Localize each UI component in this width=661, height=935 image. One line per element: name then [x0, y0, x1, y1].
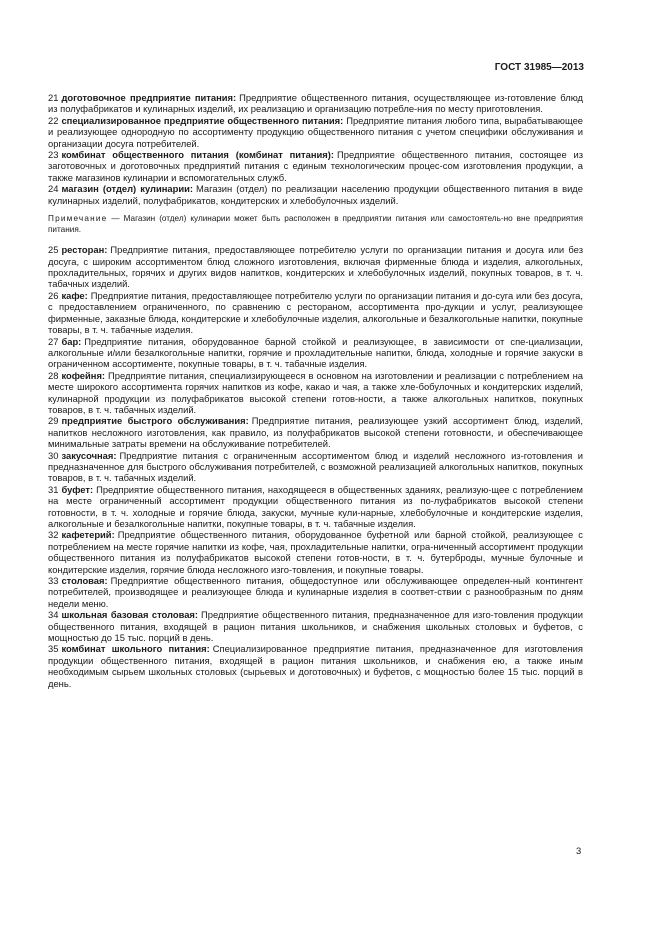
- term-entry: [48, 643, 583, 689]
- term-definition: Предприятие питания любого типа, вырабатывающее и реализующее однородную по ассортименту продукцию общественного питания с учетом специфики обслуживания и организации досуга потребителей.: [48, 114, 584, 149]
- term-name: кофейня:: [61, 369, 106, 381]
- term-entry: [48, 575, 583, 609]
- term-entry: [48, 149, 583, 183]
- term-name: кафе:: [61, 289, 88, 301]
- term-name: специализированное предприятие общественного питания:: [61, 114, 344, 126]
- term-number: 31: [48, 483, 59, 495]
- term-name: комбинат общественного питания (комбинат питания):: [61, 149, 334, 161]
- document-header: ГОСТ 31985—2013: [494, 62, 584, 73]
- term-definition: Предприятие питания, реализующее узкий ассортимент блюд, изделий, напитков несложного изготовления, как правило, из полуфабрикатов высокой степени готовности, и обеспечивающее минимальные затраты времени на обслуживание потребителей.: [48, 415, 583, 450]
- term-number: 25: [48, 244, 59, 256]
- term-name: школьная базовая столовая:: [61, 609, 199, 621]
- terms-list-before-note: [48, 92, 583, 206]
- term-number: 27: [48, 335, 59, 347]
- term-definition: Предприятие общественного питания, предназначенное для изго-товления продукции общественного питания, входящей в рацион питания школьников, и снабжения школьных столовых и буфетов, с мощностью до 15 тыс. порций в день.: [48, 609, 583, 644]
- term-number: 35: [48, 643, 59, 655]
- term-name: закусочная:: [61, 449, 117, 461]
- term-name: предприятие быстрого обслуживания:: [61, 415, 249, 427]
- term-definition: Предприятие общественного питания, общедоступное или обслуживающее определен-ный контингент потребителей, производящее и реализующее блюда и кулинарные изделия в соответ-ствии с разнообразным по дням недели меню.: [48, 575, 583, 609]
- term-definition: Предприятие общественного питания, состоящее из заготовочных и доготовочных предприятий питания с единым технологическим процес-сом изготовления продукции, а также магазинов кулинарии и вспомогательных служб.: [48, 149, 583, 183]
- term-number: 28: [48, 369, 59, 381]
- term-number: 32: [48, 529, 59, 541]
- term-number: 23: [48, 149, 59, 161]
- term-number: 30: [48, 449, 59, 461]
- term-number: 21: [48, 92, 59, 103]
- note-label: Примечание: [48, 214, 108, 224]
- term-number: 33: [48, 575, 59, 587]
- term-entry: [48, 290, 583, 336]
- term-definition: Предприятие питания, оборудованное барной стойкой и реализующее, в зависимости от спе-циализации, алкогольные и/или безалкогольные напитки, горячие и прохладительные напитки, блюда, холодные и горячие закуски в ограниченном ассортименте, покупные товары, в т. ч. табачные изделия.: [48, 335, 583, 370]
- term-definition: Предприятие общественного питания, осуществляющее из-готовление блюд из полуфабрикатов и кулинарных изделий, их реализацию и организацию потребле-ния по месту приготовления.: [48, 92, 583, 115]
- term-definition: Предприятие питания, предоставляющее потребителю услуги по организации питания и до-суга или без досуга, с предоставлением ограниченного, по сравнению с рестораном, ассортимента про-дукции и услуг, реализующее фирменные, заказные блюда, кондитерские и хлебобулочные изделия, алкогольные и безалкогольные напитки, покупные товары, в т. ч. табачные изделия.: [48, 289, 583, 336]
- term-name: магазин (отдел) кулинарии:: [61, 183, 194, 195]
- term-definition: Предприятие общественного питания, находящееся в общественных зданиях, реализую-щее с потреблением на месте ограниченный ассортимент продукции общественного питания из по-луфабрикатов высокой степени готовности, в т. ч. холодные и горячие блюда, закуски, мучные кули-нарные, хлебобулочные и кондитерские изделия, алкогольные и безалкогольные напитки, покупные товары, в т. ч. табачные изделия.: [48, 483, 583, 529]
- term-name: столовая:: [61, 575, 108, 587]
- term-entry: [48, 244, 583, 290]
- term-entry: [48, 415, 583, 449]
- terms-list-after-note: [48, 244, 583, 689]
- term-entry: [48, 92, 583, 115]
- term-definition: Предприятие питания, предоставляющее потребителю услуги по организации питания и досуга или без досуга, с широким ассортиментом блюд сложного изготовления, включая фирменные блюда и изделия, алкогольных, прохладительных, горячих и других видов напитков, кондитерских и хлебобулочных изделий, покупных товаров, в т. ч. табачных изделий.: [48, 244, 583, 290]
- term-entry: [48, 370, 583, 416]
- term-number: 34: [48, 609, 59, 621]
- term-entry: [48, 609, 583, 643]
- term-number: 22: [48, 114, 59, 126]
- term-name: кафетерий:: [61, 529, 115, 541]
- document-body: [48, 92, 583, 689]
- term-name: буфет:: [61, 483, 94, 495]
- term-definition: Предприятие общественного питания, оборудованное буфетной или барной стойкой, реализующее с потреблением на месте горячие напитки из кофе, чая, прохладительные напитки, огра-ниченный ассортимент продукции общественного питания из полуфабрикатов высокой степени готов-ности, в т. ч. бутерброды, мучные булочные и кондитерские изделия, горячие блюда несложного изго-товления, и покупные товары.: [48, 529, 583, 575]
- term-definition: Предприятие питания с ограниченным ассортиментом блюд и изделий несложного из-готовления и предназначенное для быстрого обслуживания потребителей, с возможной реализацией алкогольных напитков, покупных товаров, в т. ч. табачных изделий.: [48, 449, 583, 484]
- term-number: 29: [48, 415, 59, 427]
- note-text: — Магазин (отдел) кулинарии может быть расположен в предприятии питания или самостоятель-но вне предприятия питания.: [48, 214, 583, 234]
- term-name: комбинат школьного питания:: [61, 643, 210, 655]
- term-number: 24: [48, 183, 59, 195]
- term-name: бар:: [61, 335, 82, 347]
- term-name: ресторан:: [61, 244, 108, 256]
- term-definition: Предприятие питания, специализирующееся в основном на изготовлении и реализации с потреблением на месте широкого ассортимента горячих напитков из кофе, какао и чая, а также хле-бобулочных и кондитерских изделий, кулинарной продукции из полуфабрикатов высокой степени готов-ности, а также алкогольных напитков, покупных товаров, в т. ч. табачных изделий.: [48, 369, 583, 415]
- term-entry: [48, 450, 583, 484]
- term-entry: [48, 183, 583, 206]
- page-number: 3: [576, 845, 582, 856]
- term-entry: [48, 115, 583, 149]
- term-entry: [48, 336, 583, 370]
- term-entry: [48, 529, 583, 575]
- term-name: доготовочное предприятие питания:: [61, 92, 237, 103]
- term-definition: Магазин (отдел) по реализации населению продукции общественного питания в виде кулинарных изделий, полуфабрикатов, кондитерских и хлебобулочных изделий.: [48, 183, 583, 206]
- note-paragraph: [48, 214, 583, 235]
- term-number: 26: [48, 289, 59, 301]
- term-entry: [48, 484, 583, 530]
- term-definition: Специализированное предприятие питания, предназначенное для изготовления продукции общественного питания, входящей в рацион питания школьников, и снабжения ею, а также иным необходимым сырьем школьных столовых (сырьевых и доготовочных) и буфетов, с мощностью более 15 тыс. порций в день.: [48, 643, 583, 689]
